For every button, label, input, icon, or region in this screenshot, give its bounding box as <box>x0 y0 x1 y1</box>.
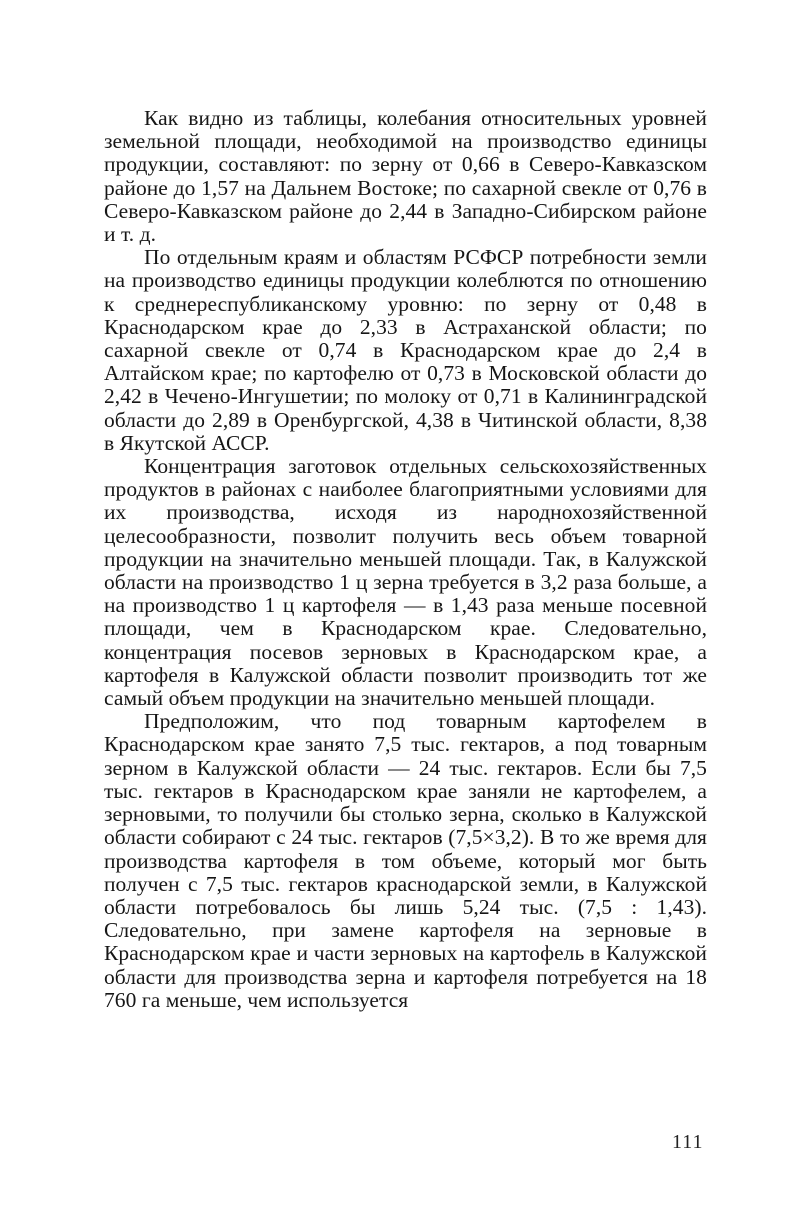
paragraph-2: По отдельным краям и областям РСФСР потребности земли на производство единицы продукции колеблются по отношению к среднереспубликанскому уровню: по зерну от 0,48 в Краснодарском крае до 2,33 в Астраханской области; по сахарной свекле от 0,74 в Краснодарском крае до 2,4 в Алтайском крае; по картофелю от 0,73 в Московской области до 2,42 в Чечено-Ингушетии; по молоку от 0,71 в Калининградской области до 2,89 в Оренбургской, 4,38 в Читинской области, 8,38 в Якутской АССР. <box>104 245 707 455</box>
body-text <box>104 107 707 1012</box>
paragraph-1: Как видно из таблицы, колебания относительных уровней земельной площади, необходимой на производство единицы продукции, составляют: по зерну от 0,66 в Северо-Кавказском районе до 1,57 на Дальнем Востоке; по сахарной свекле от 0,76 в Северо-Кавказском районе до 2,44 в Западно-Сибирском районе и т. д. <box>104 106 707 247</box>
paragraph-3: Концентрация заготовок отдельных сельскохозяйственных продуктов в районах с наиболее благоприятными условиями для их производства, исходя из народнохозяйственной целесообразности, позволит получить весь объем товарной продукции на значительно меньшей площади. Так, в Калужской области на производство 1 ц зерна требуется в 3,2 раза больше, а на производство 1 ц картофеля — в 1,43 раза меньше посевной площади, чем в Краснодарском крае. Следовательно, концентрация посевов зерновых в Краснодарском крае, а картофеля в Калужской области позволит производить тот же самый объем продукции на значительно меньшей площади. <box>104 454 707 711</box>
page-number: 111 <box>672 1131 704 1153</box>
paragraph-4: Предположим, что под товарным картофелем в Краснодарском крае занято 7,5 тыс. гектаров, а под товарным зерном в Калужской области — 24 тыс. гектаров. Если бы 7,5 тыс. гектаров в Краснодарском крае заняли не картофелем, а зерновыми, то получили бы столько зерна, сколько в Калужской области собирают с 24 тыс. гектаров (7,5×3,2). В то же время для производства картофеля в том объеме, который мог быть получен с 7,5 тыс. гектаров краснодарской земли, в Калужской области потребовалось бы лишь 5,24 тыс. (7,5 : 1,43). Следовательно, при замене картофеля на зерновые в Краснодарском крае и части зерновых на картофель в Калужской области для производства зерна и картофеля потребуется на 18 760 га меньше, чем используется <box>104 709 707 1012</box>
